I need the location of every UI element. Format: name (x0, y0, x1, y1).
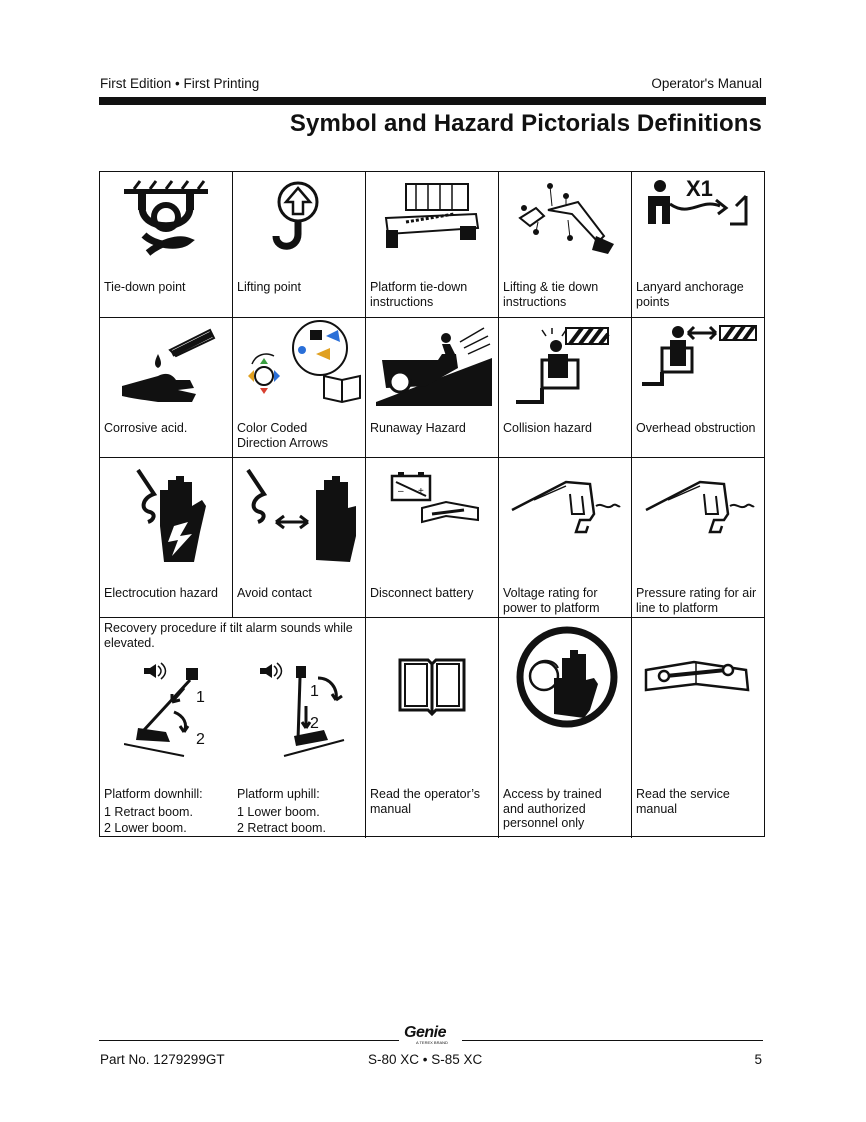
footer-page-number: 5 (754, 1052, 762, 1067)
caption-line: 2 Lower boom. (104, 821, 187, 835)
lifting-point-icon (264, 180, 332, 260)
caption-runaway: Runaway Hazard (370, 421, 466, 435)
caption-line: personnel only (503, 816, 585, 830)
footer-rule (99, 1040, 399, 1041)
caption-line: Color Coded (237, 421, 308, 435)
disconnect-battery-icon (386, 468, 484, 528)
caption-line: Read the operator’s (370, 787, 481, 801)
header-edition: First Edition • First Printing (100, 76, 260, 91)
tie-down-point-icon (114, 177, 218, 259)
footer-rule (462, 1040, 763, 1041)
caption-read-service (636, 787, 730, 816)
svg-text:+: + (418, 486, 424, 497)
caption-downhill (104, 787, 203, 836)
step-1-label: 1 (310, 683, 319, 700)
collision-hazard-icon (512, 322, 612, 406)
caption-line: instructions (503, 294, 567, 309)
caption-lanyard (636, 280, 744, 309)
caption-line: Voltage rating for (503, 586, 598, 600)
grid-line (100, 457, 765, 458)
grid-line (365, 172, 366, 838)
page-title: Symbol and Hazard Pictorials Definitions (289, 110, 762, 137)
caption-recovery (104, 621, 353, 650)
authorized-personnel-icon (514, 624, 620, 730)
service-manual-icon (642, 656, 752, 696)
caption-electrocution: Electrocution hazard (104, 586, 218, 600)
caption-line: elevated. (104, 635, 155, 650)
step-1-label: 1 (196, 689, 205, 706)
caption-line: Lifting & tie down (503, 280, 599, 294)
caption-collision: Collision hazard (503, 421, 592, 435)
caption-line: Read the service (636, 787, 730, 801)
caption-line: instructions (370, 294, 434, 309)
caption-line: 2 Retract boom. (237, 821, 326, 835)
caption-platform-tie-down (370, 280, 467, 309)
caption-avoid-contact: Avoid contact (237, 586, 312, 600)
svg-text:–: – (398, 486, 404, 497)
caption-line: power to platform (503, 600, 600, 615)
header-manual-title: Operator's Manual (651, 76, 762, 91)
caption-line: Direction Arrows (237, 435, 328, 450)
corrosive-acid-icon (118, 324, 218, 406)
color-coded-arrows-icon (238, 320, 362, 404)
caption-line: Platform downhill: (104, 787, 203, 801)
platform-tie-down-icon (376, 178, 488, 260)
caption-lifting-point: Lifting point (237, 280, 301, 294)
caption-lifting-tie-down (503, 280, 598, 309)
caption-overhead: Overhead obstruction (636, 421, 756, 435)
caption-voltage-rating (503, 586, 600, 615)
operators-manual-icon (396, 654, 468, 716)
caption-line: manual (370, 801, 411, 816)
caption-line: 1 Lower boom. (237, 804, 320, 819)
genie-logo: Genie (404, 1024, 446, 1041)
caption-line: Lanyard anchorage (636, 280, 744, 294)
genie-logo-tagline: A TEREX BRAND (416, 1040, 448, 1045)
grid-line (232, 172, 233, 618)
grid-line (100, 617, 765, 618)
pictorial-table (99, 171, 765, 837)
caption-line: points (636, 294, 670, 309)
header-rule (99, 97, 766, 105)
caption-color-coded (237, 421, 328, 450)
platform-downhill-icon (124, 662, 220, 762)
grid-line (498, 172, 499, 838)
grid-line (631, 172, 632, 838)
avoid-contact-icon (240, 466, 360, 570)
overhead-obstruction-icon (640, 322, 760, 402)
caption-disconnect-battery: Disconnect battery (370, 586, 474, 600)
footer-model: S-80 XC • S-85 XC (368, 1052, 483, 1067)
lanyard-anchorage-icon (640, 178, 756, 238)
step-2-label: 2 (196, 731, 205, 748)
caption-tie-down-point: Tie-down point (104, 280, 186, 294)
platform-uphill-icon (258, 660, 358, 764)
caption-line: line to platform (636, 600, 718, 615)
lanyard-mark: X1 (686, 178, 713, 201)
step-2-label: 2 (310, 715, 319, 732)
caption-line: Pressure rating for air (636, 586, 757, 600)
caption-corrosive: Corrosive acid. (104, 421, 188, 435)
caption-read-operators (370, 787, 480, 816)
caption-line: Platform tie-down (370, 280, 468, 294)
caption-line: Platform uphill: (237, 787, 320, 801)
voltage-rating-icon (506, 466, 622, 538)
caption-uphill (237, 787, 326, 836)
caption-line: Recovery procedure if tilt alarm sounds while (104, 621, 353, 635)
caption-line: and authorized (503, 801, 586, 816)
runaway-hazard-icon (376, 324, 492, 406)
grid-line (100, 317, 765, 318)
lifting-tie-down-icon (508, 178, 624, 260)
footer-part-number: Part No. 1279299GT (100, 1052, 225, 1067)
caption-line: manual (636, 801, 677, 816)
caption-pressure-rating (636, 586, 756, 615)
pressure-rating-icon (640, 466, 756, 538)
electrocution-hazard-icon (130, 466, 214, 570)
caption-line: Access by trained (503, 787, 602, 801)
caption-line: 1 Retract boom. (104, 804, 193, 819)
caption-access-trained (503, 787, 602, 831)
